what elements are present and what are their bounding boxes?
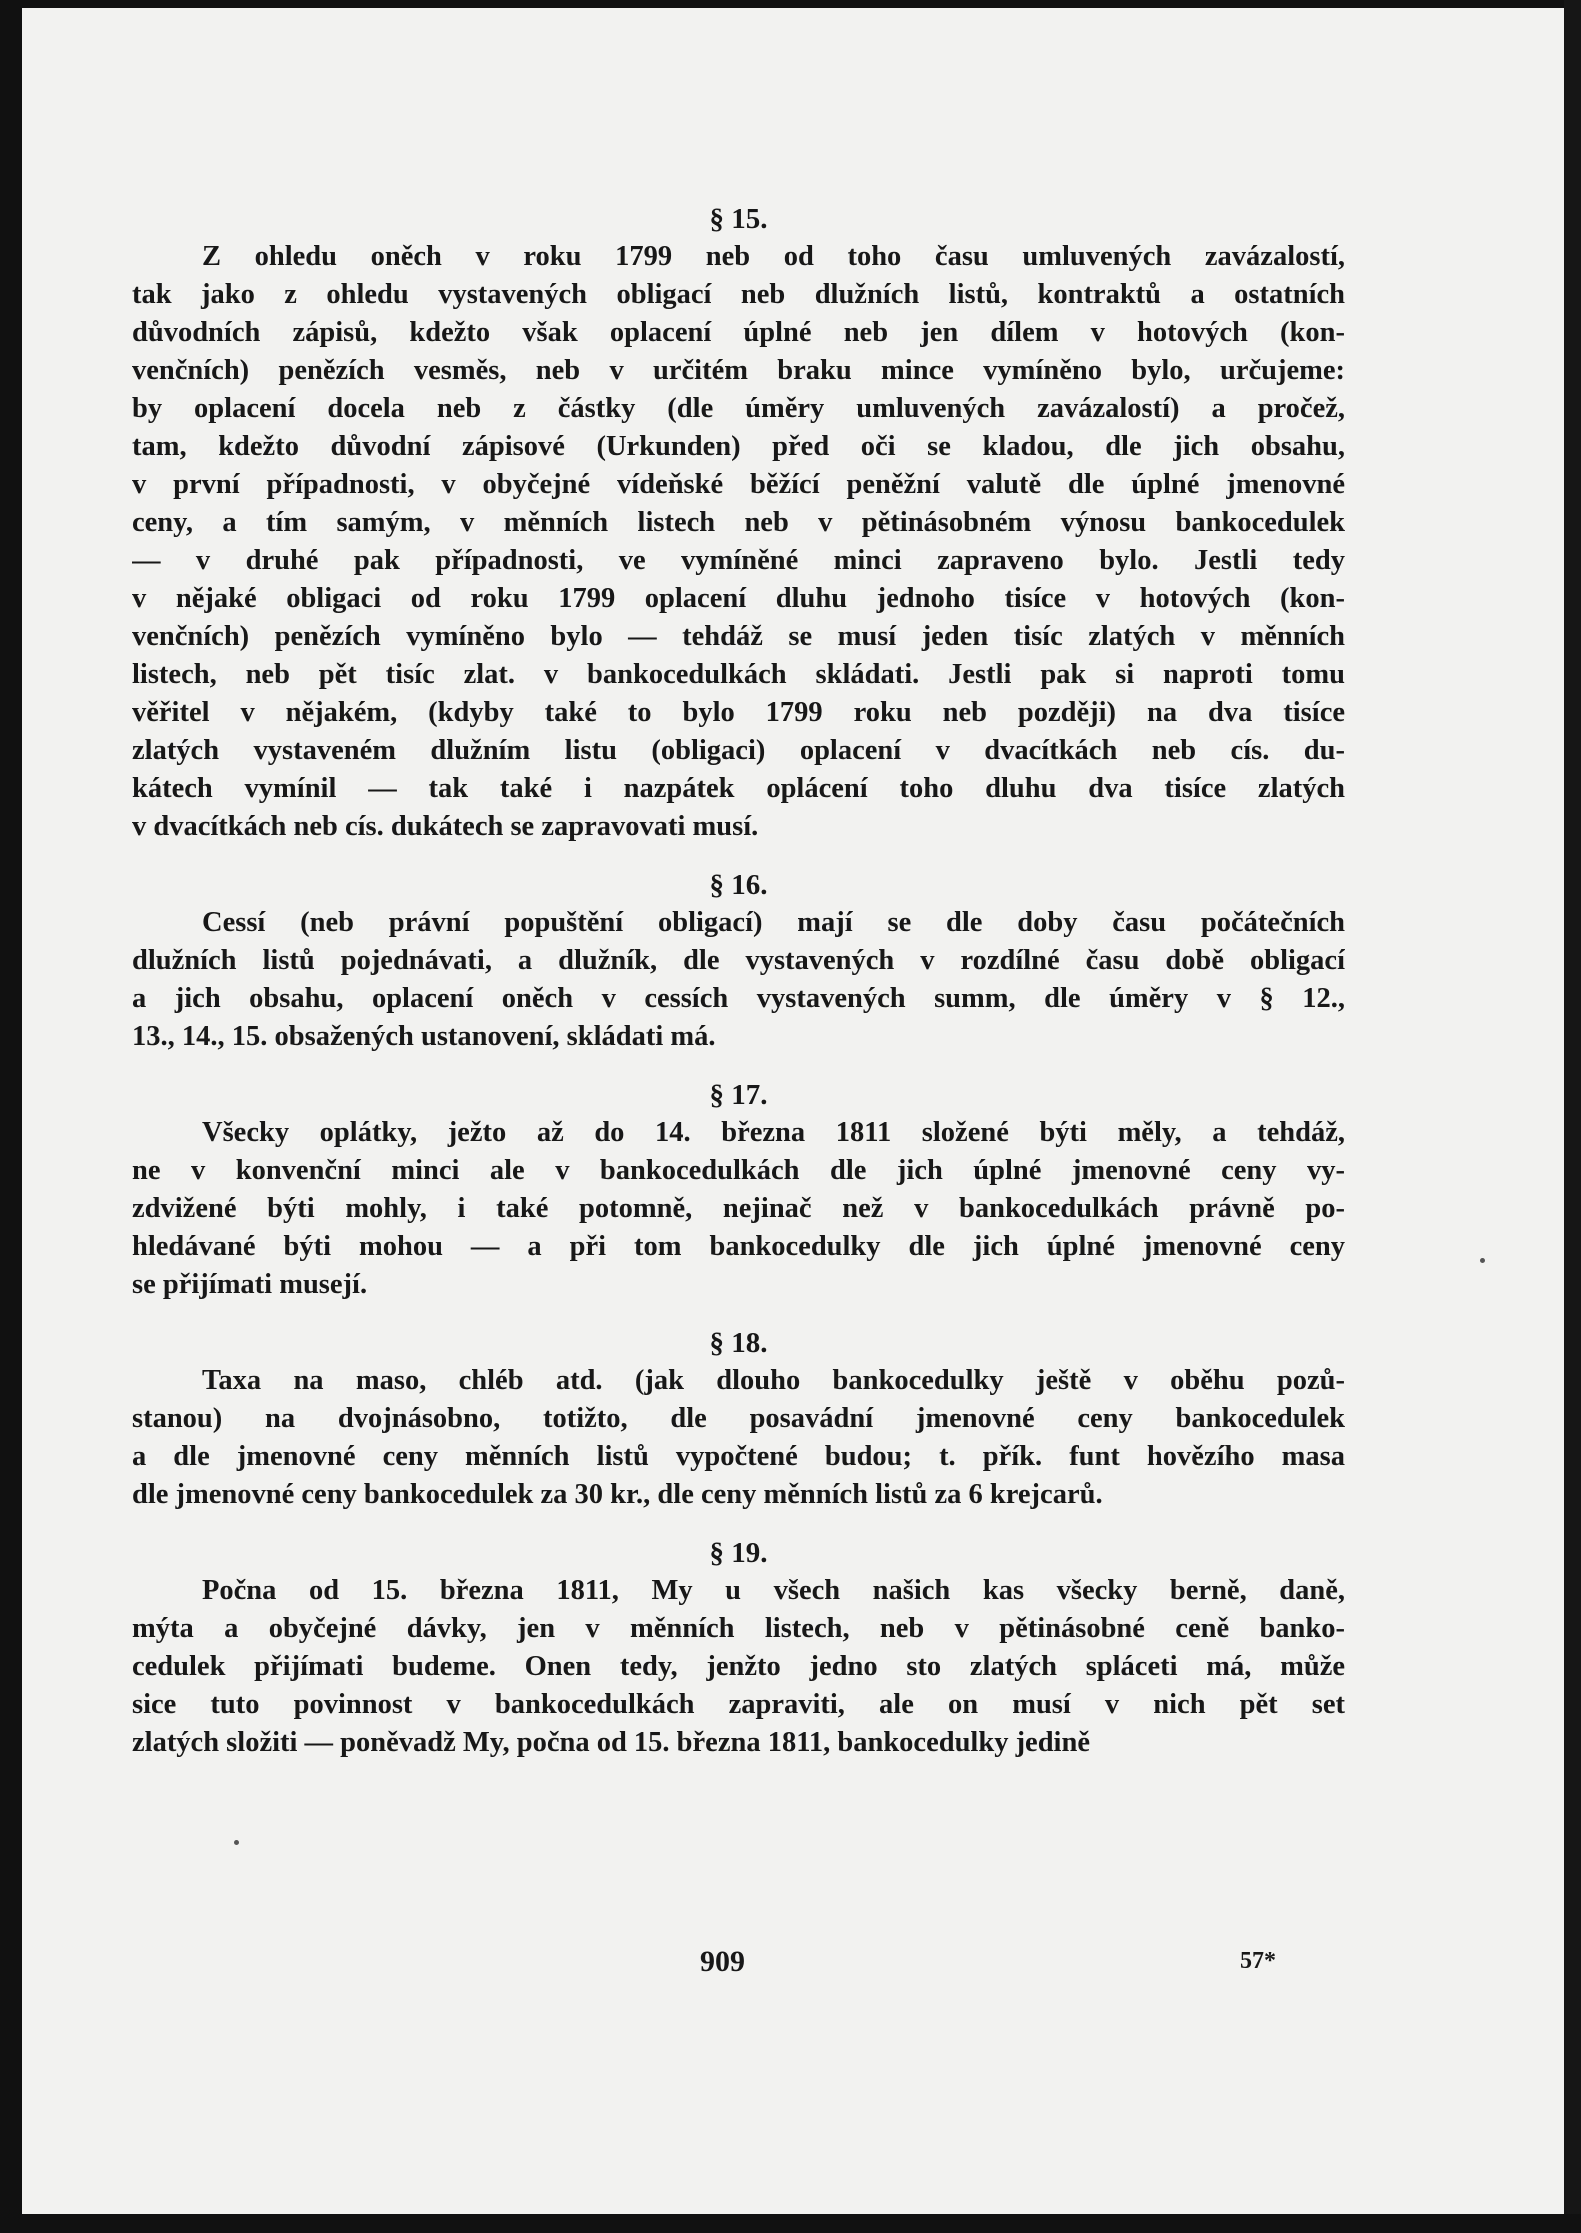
text-line: 13., 14., 15. obsažených ustanovení, skládati má.	[132, 1021, 716, 1052]
signature-mark: 57*	[1240, 1948, 1276, 1974]
text-line: a jich obsahu, oplacení oněch v cessích vystavených summ, dle úměry v § 12.,	[132, 983, 1345, 1014]
section-paragraph	[132, 904, 1345, 1056]
section-heading: § 15.	[709, 203, 768, 235]
section-gap	[132, 1514, 1345, 1534]
text-line: zdvižené býti mohly, i také potomně, nejinač než v bankocedulkách právně po-	[132, 1193, 1345, 1224]
text-line: — v druhé pak případnosti, ve vymíněné minci zapraveno bylo. Jestli tedy	[132, 545, 1345, 576]
text-line: se přijímati musejí.	[132, 1269, 368, 1300]
text-line: v dvacítkách neb cís. dukátech se zapravovati musí.	[132, 811, 759, 842]
text-line: kátech vymínil — tak také i nazpátek oplácení toho dluhu dva tisíce zlatých	[132, 773, 1345, 804]
text-line: venčních) penězích vesměs, neb v určitém braku mince vymíněno bylo, určujeme:	[132, 355, 1345, 386]
page-number: 909	[700, 1945, 745, 1978]
text-line: v nějaké obligaci od roku 1799 oplacení dluhu jednoho tisíce v hotových (kon-	[132, 583, 1345, 614]
section-heading: § 18.	[709, 1327, 768, 1359]
text-line: zlatých složiti — poněvadž My, počna od 15. března 1811, bankocedulky jedině	[132, 1727, 1090, 1758]
document-body	[132, 200, 1345, 1762]
text-line: v první případnosti, v obyčejné vídeňské běžící peněžní valutě dle úplné jmenovné	[132, 469, 1345, 500]
text-line: mýta a obyčejné dávky, jen v měnních listech, neb v pětinásobné ceně banko-	[132, 1613, 1345, 1644]
section-gap	[132, 1304, 1345, 1324]
scan-border-left	[0, 0, 22, 2233]
scan-border-bottom	[0, 2214, 1581, 2233]
text-line: ne v konvenční minci ale v bankocedulkách dle jich úplné jmenovné ceny vy-	[132, 1155, 1345, 1186]
section-paragraph	[132, 1572, 1345, 1762]
text-line: stanou) na dvojnásobno, totižto, dle posavádní jmenovné ceny bankocedulek	[132, 1403, 1345, 1434]
text-line: by oplacení docela neb z částky (dle úměry umluvených zavázalostí) a pročež,	[132, 393, 1345, 424]
text-line: dlužních listů pojednávati, a dlužník, dle vystavených v rozdílné času době obligací	[132, 945, 1345, 976]
section-heading: § 17.	[709, 1079, 768, 1111]
section-gap	[132, 1056, 1345, 1076]
text-line: listech, neb pět tisíc zlat. v bankocedulkách skládati. Jestli pak si naproti tomu	[132, 659, 1345, 690]
scan-border-top	[0, 0, 1581, 8]
text-line: důvodních zápisů, kdežto však oplacení úplné neb jen dílem v hotových (kon-	[132, 317, 1345, 348]
text-line: věřitel v nějakém, (kdyby také to bylo 1799 roku neb později) na dva tisíce	[132, 697, 1345, 728]
scan-speck	[1480, 1258, 1485, 1263]
text-line: hledávané býti mohou — a při tom bankocedulky dle jich úplné jmenovné ceny	[132, 1231, 1345, 1262]
section-paragraph	[132, 1114, 1345, 1304]
text-line: a dle jmenovné ceny měnních listů vypočtené budou; t. přík. funt hovězího masa	[132, 1441, 1345, 1472]
text-line: Z ohledu oněch v roku 1799 neb od toho času umluvených zavázalostí,	[202, 241, 1345, 272]
text-line: tam, kdežto důvodní zápisové (Urkunden) před oči se kladou, dle jich obsahu,	[132, 431, 1345, 462]
section-heading: § 16.	[709, 869, 768, 901]
text-line: Všecky oplátky, ježto až do 14. března 1811 složené býti měly, a tehdáž,	[202, 1117, 1345, 1148]
section-heading: § 19.	[709, 1537, 768, 1569]
text-line: Taxa na maso, chléb atd. (jak dlouho bankocedulky ještě v oběhu pozů-	[202, 1365, 1345, 1396]
text-line: zlatých vystaveném dlužním listu (obligaci) oplacení v dvacítkách neb cís. du-	[132, 735, 1345, 766]
text-line: Cessí (neb právní popuštění obligací) mají se dle doby času počátečních	[202, 907, 1345, 938]
text-line: ceny, a tím samým, v měnních listech neb v pětinásobném výnosu bankocedulek	[132, 507, 1345, 538]
section-paragraph	[132, 238, 1345, 846]
text-line: sice tuto povinnost v bankocedulkách zapraviti, ale on musí v nich pět set	[132, 1689, 1345, 1720]
section-gap	[132, 846, 1345, 866]
section-paragraph	[132, 1362, 1345, 1514]
scan-speck	[234, 1840, 239, 1845]
scan-border-right	[1564, 0, 1581, 2233]
text-line: dle jmenovné ceny bankocedulek za 30 kr., dle ceny měnních listů za 6 krejcarů.	[132, 1479, 1103, 1510]
text-line: Počna od 15. března 1811, My u všech našich kas všecky berně, daně,	[202, 1575, 1345, 1606]
text-line: venčních) penězích vymíněno bylo — tehdáž se musí jeden tisíc zlatých v měnních	[132, 621, 1345, 652]
text-line: cedulek přijímati budeme. Onen tedy, jenžto jedno sto zlatých spláceti má, může	[132, 1651, 1345, 1682]
text-line: tak jako z ohledu vystavených obligací neb dlužních listů, kontraktů a ostatních	[132, 279, 1345, 310]
